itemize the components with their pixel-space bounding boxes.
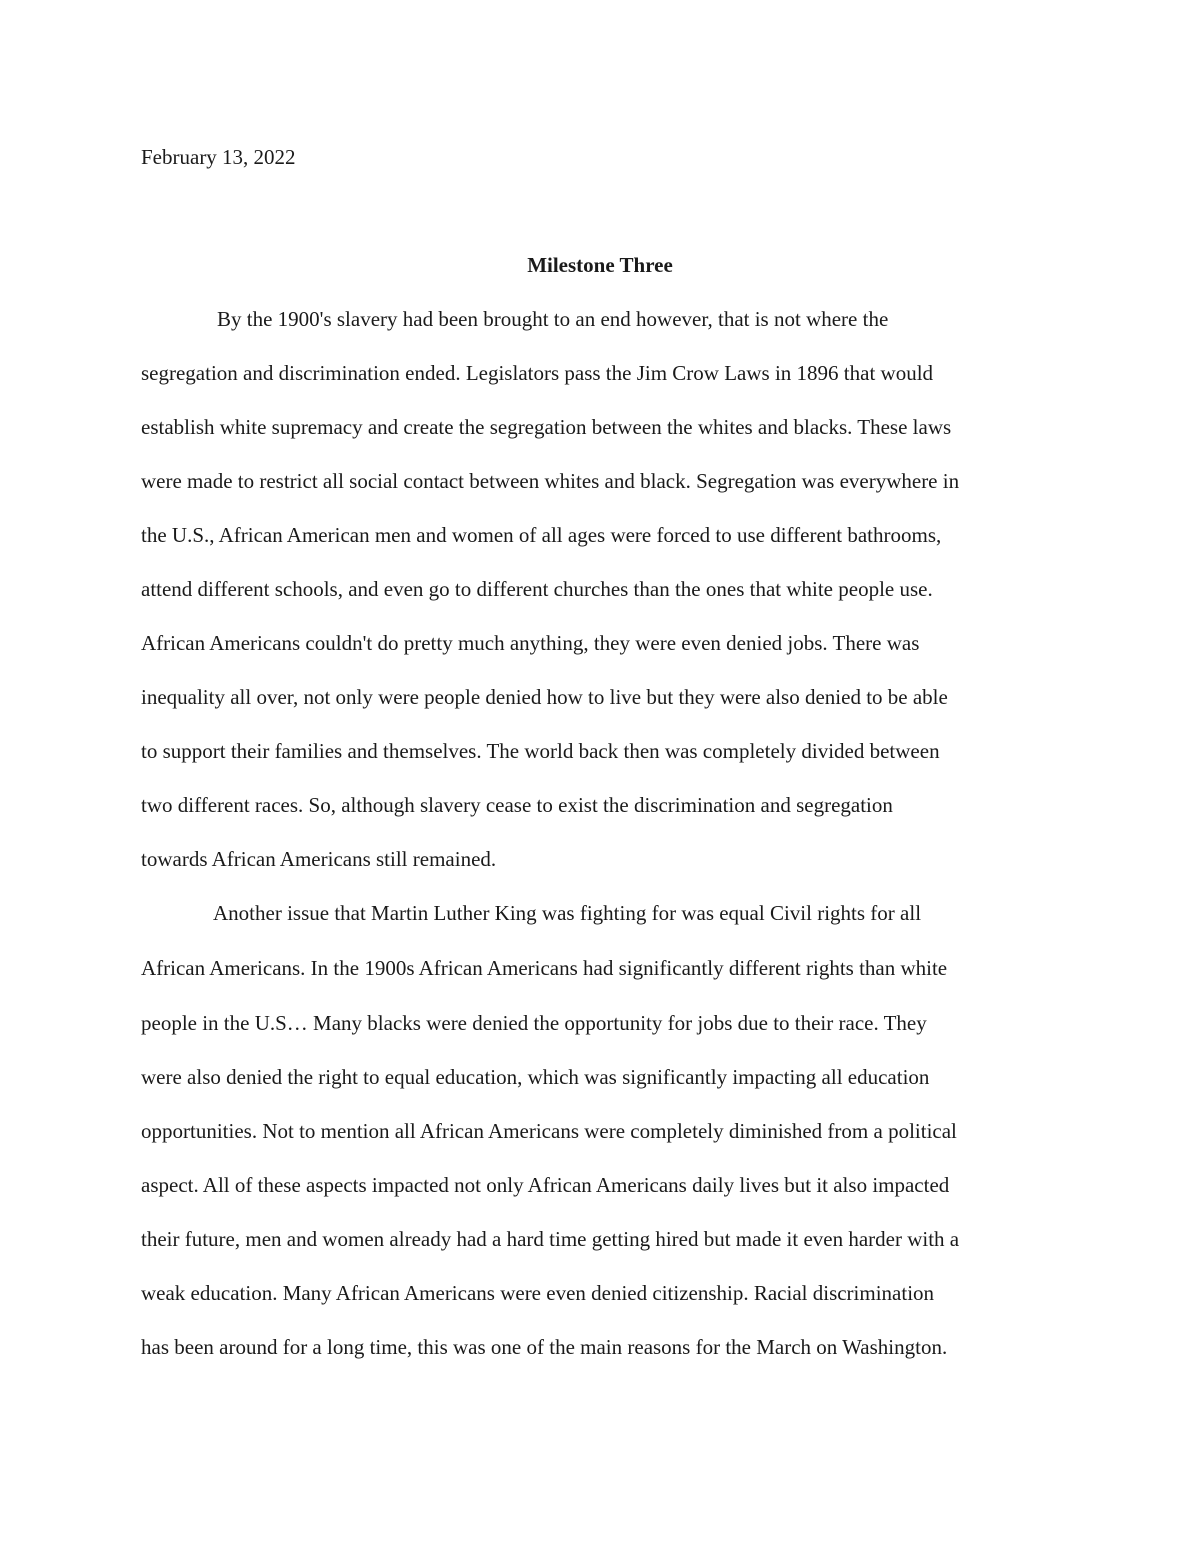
paragraph-line: Another issue that Martin Luther King was fighting for was equal Civil rights for all [213, 901, 922, 925]
paragraph-line: has been around for a long time, this was one of the main reasons for the March on Washington. [141, 1335, 948, 1359]
document-date: February 13, 2022 [141, 145, 296, 169]
paragraph-line: were made to restrict all social contact between whites and black. Segregation was everywhere in [141, 469, 960, 493]
paragraph-line: establish white supremacy and create the segregation between the whites and blacks. These laws [141, 415, 952, 439]
paragraph-line: inequality all over, not only were people denied how to live but they were also denied to be able [141, 685, 948, 709]
paragraph-line: segregation and discrimination ended. Legislators pass the Jim Crow Laws in 1896 that would [141, 361, 934, 385]
paragraph-line: aspect. All of these aspects impacted not only African Americans daily lives but it also impacted [141, 1173, 950, 1197]
paragraph-line: opportunities. Not to mention all African Americans were completely diminished from a political [141, 1119, 957, 1143]
paragraph-line: the U.S., African American men and women of all ages were forced to use different bathrooms, [141, 523, 942, 547]
paragraph-line: attend different schools, and even go to different churches than the ones that white people use. [141, 577, 933, 601]
paragraph-line: their future, men and women already had a hard time getting hired but made it even harder with a [141, 1227, 960, 1251]
paragraph-line: African Americans couldn't do pretty much anything, they were even denied jobs. There was [141, 631, 920, 655]
paragraph-line: were also denied the right to equal education, which was significantly impacting all education [141, 1065, 930, 1089]
paragraph-line: to support their families and themselves. The world back then was completely divided between [141, 739, 940, 763]
paragraph-line: towards African Americans still remained. [141, 847, 497, 871]
paragraph-line: African Americans. In the 1900s African Americans had significantly different rights than white [141, 956, 948, 980]
paragraph-line: By the 1900's slavery had been brought to an end however, that is not where the [217, 307, 889, 331]
paragraph-line: people in the U.S… Many blacks were denied the opportunity for jobs due to their race. They [141, 1011, 927, 1035]
document-title: Milestone Three [527, 253, 673, 277]
paragraph-line: weak education. Many African Americans were even denied citizenship. Racial discrimination [141, 1281, 935, 1305]
paragraph-line: two different races. So, although slavery cease to exist the discrimination and segregation [141, 793, 893, 817]
